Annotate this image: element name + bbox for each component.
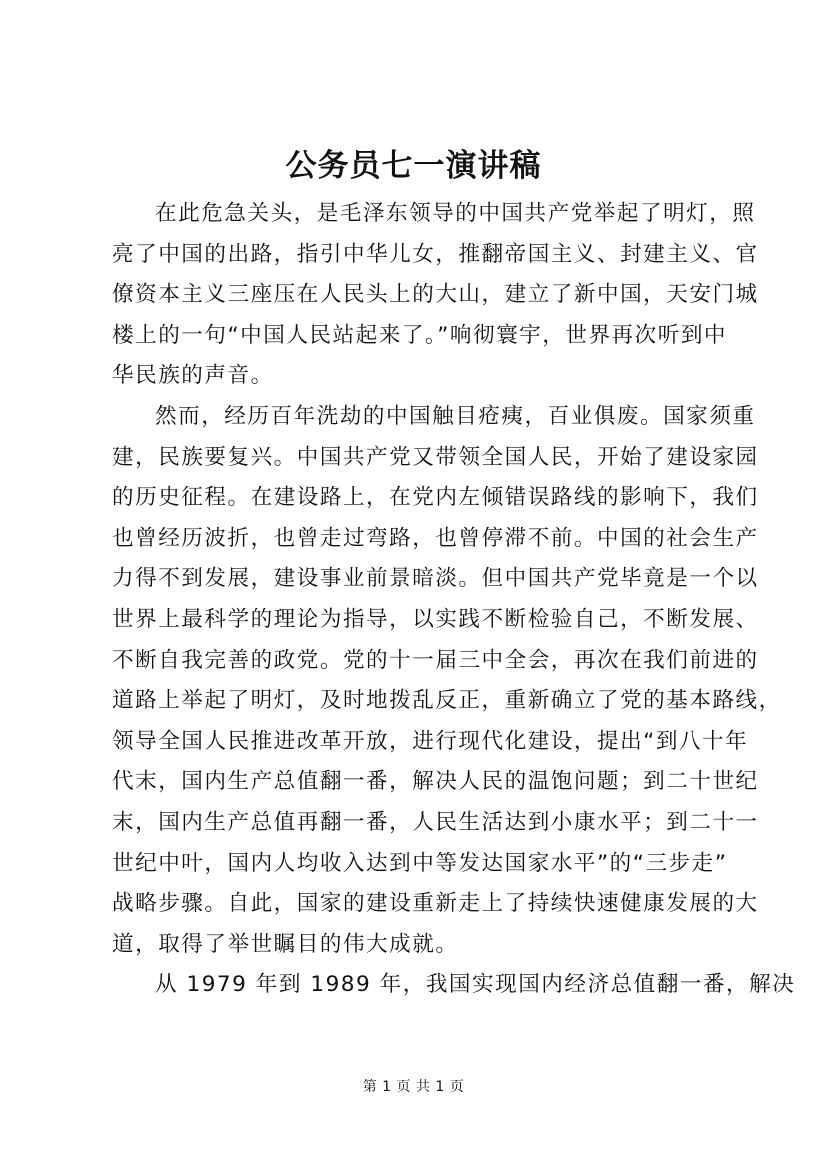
text-line: 从 1979 年到 1989 年，我国实现国内经济总值翻一番，解决 <box>155 972 796 998</box>
paragraph <box>112 397 782 965</box>
text-line: 道路上举起了明灯，及时地拨乱反正，重新确立了党的基本路线， <box>112 688 782 714</box>
text-line: 楼上的一句“中国人民站起来了。”响彻寰宇，世界再次听到中 <box>112 322 728 348</box>
text-line: 然而，经历百年洗劫的中国触目疮痍，百业俱废。国家须重 <box>155 403 756 429</box>
text-line: 不断自我完善的政党。党的十一届三中全会，再次在我们前进的 <box>112 647 759 673</box>
text-line: 世界上最科学的理论为指导，以实践不断检验自己，不断发展、 <box>112 606 759 632</box>
text-line: 道，取得了举世瞩目的伟大成就。 <box>112 931 459 957</box>
paragraph <box>112 965 796 1006</box>
text-line: 末，国内生产总值再翻一番，人民生活达到小康水平；到二十一 <box>112 809 759 835</box>
text-line: 战略步骤。自此，国家的建设重新走上了持续快速健康发展的大 <box>112 891 759 917</box>
text-line: 也曾经历波折，也曾走过弯路，也曾停滞不前。中国的社会生产 <box>112 525 759 551</box>
text-line: 的历史征程。在建设路上，在党内左倾错误路线的影响下，我们 <box>112 485 759 511</box>
text-line: 亮了中国的出路，指引中华儿女，推翻帝国主义、封建主义、官 <box>112 241 759 267</box>
page-footer: 第 1 页 共 1 页 <box>362 1079 465 1095</box>
text-line: 力得不到发展，建设事业前景暗淡。但中国共产党毕竟是一个以 <box>112 566 759 592</box>
text-line: 华民族的声音。 <box>112 363 274 389</box>
text-line: 在此危急关头，是毛泽东领导的中国共产党举起了明灯，照 <box>155 201 756 226</box>
document-title: 公务员七一演讲稿 <box>285 148 542 184</box>
text-line: 僚资本主义三座压在人民头上的大山，建立了新中国，天安门城 <box>112 282 759 308</box>
text-line: 领导全国人民推进改革开放，进行现代化建设，提出“到八十年 <box>112 728 749 754</box>
text-line: 代末，国内生产总值翻一番，解决人民的温饱问题；到二十世纪 <box>112 769 759 795</box>
text-line: 世纪中叶，国内人均收入达到中等发达国家水平”的“三步走” <box>112 850 728 876</box>
text-line: 建，民族要复兴。中国共产党又带领全国人民，开始了建设家园 <box>112 444 759 470</box>
document-body <box>112 194 796 1006</box>
paragraph <box>112 194 759 397</box>
